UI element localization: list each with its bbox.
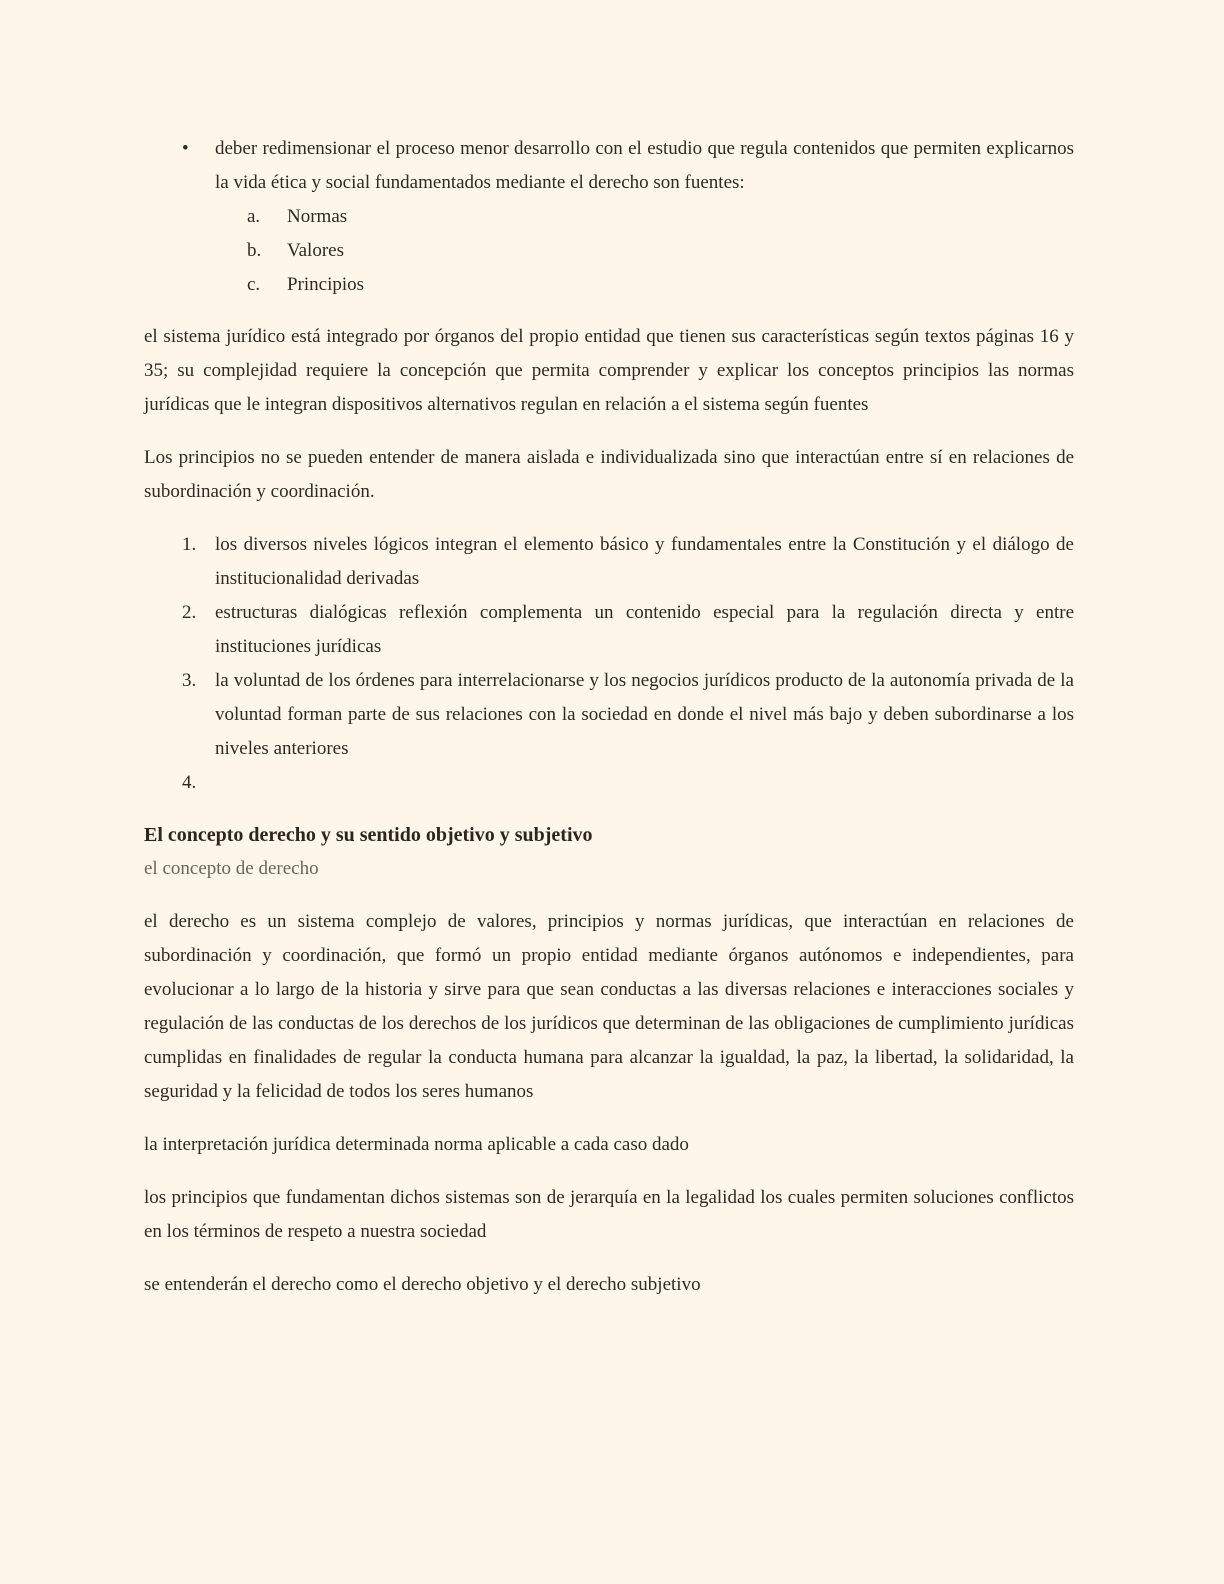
- list-item-text: la voluntad de los órdenes para interrelacionarse y los negocios jurídicos producto de la autonomía privada de la voluntad forman parte de sus relaciones con la sociedad en donde el nivel más bajo y deben subordinarse a los niveles anteriores: [215, 670, 1074, 759]
- list-item: [182, 766, 1074, 800]
- list-item-text: Valores: [287, 240, 344, 261]
- list-marker: 4.: [182, 772, 197, 793]
- list-item: [182, 664, 1074, 766]
- paragraph: los principios que fundamentan dichos sistemas son de jerarquía en la legalidad los cuales permiten soluciones conflictos en los términos de respeto a nuestra sociedad: [144, 1187, 1074, 1242]
- paragraph: el derecho es un sistema complejo de valores, principios y normas jurídicas, que interactúan en relaciones de subordinación y coordinación, que formó un propio entidad mediante órganos autónomos e independientes, para evolucionar a lo largo de la historia y sirve para que sean conductas a las diversas relaciones e interacciones sociales y regulación de las conductas de los derechos de los jurídicos que determinan de las obligaciones de cumplimiento jurídicas cumplidas en finalidades de regular la conducta humana para alcanzar la igualdad, la paz, la libertad, la solidaridad, la seguridad y la felicidad de todos los seres humanos: [144, 911, 1074, 1102]
- list-item-text: Normas: [287, 206, 348, 227]
- list-item: [247, 200, 1074, 234]
- document-page: [144, 132, 1074, 1321]
- list-marker: 3.: [182, 670, 197, 691]
- list-marker: c.: [247, 274, 261, 295]
- list-item: [182, 528, 1074, 596]
- paragraph: el sistema jurídico está integrado por órganos del propio entidad que tienen sus características según textos páginas 16 y 35; su complejidad requiere la concepción que permita comprender y explicar los conceptos principios las normas jurídicas que le integran dispositivos alternativos regulan en relación a el sistema según fuentes: [144, 326, 1074, 415]
- list-item: [247, 234, 1074, 268]
- bullet-icon: •: [182, 138, 189, 159]
- list-marker: 1.: [182, 534, 197, 555]
- section-heading: El concepto derecho y su sentido objetivo y subjetivo: [144, 824, 593, 846]
- list-item-text: estructuras dialógicas reflexión complementa un contenido especial para la regulación directa y entre instituciones jurídicas: [215, 602, 1074, 657]
- section-subheading: el concepto de derecho: [144, 858, 319, 879]
- list-marker: b.: [247, 240, 262, 261]
- list-marker: a.: [247, 206, 261, 227]
- bullet-item-text: deber redimensionar el proceso menor desarrollo con el estudio que regula contenidos que permiten explicarnos la vida ética y social fundamentados mediante el derecho son fuentes:: [215, 138, 1074, 193]
- list-item: [182, 596, 1074, 664]
- list-item-text: los diversos niveles lógicos integran el elemento básico y fundamentales entre la Constitución y el diálogo de institucionalidad derivadas: [215, 534, 1074, 589]
- paragraph: Los principios no se pueden entender de manera aislada e individualizada sino que interactúan entre sí en relaciones de subordinación y coordinación.: [144, 447, 1074, 502]
- numbered-list: [144, 528, 1074, 800]
- paragraph: se entenderán el derecho como el derecho objetivo y el derecho subjetivo: [144, 1274, 701, 1295]
- paragraph: la interpretación jurídica determinada norma aplicable a cada caso dado: [144, 1134, 689, 1155]
- lettered-sublist: [215, 200, 1074, 302]
- list-item-text: Principios: [287, 274, 365, 295]
- bullet-item: [182, 132, 1074, 302]
- list-marker: 2.: [182, 602, 197, 623]
- bullet-list: [144, 132, 1074, 302]
- list-item: [247, 268, 1074, 302]
